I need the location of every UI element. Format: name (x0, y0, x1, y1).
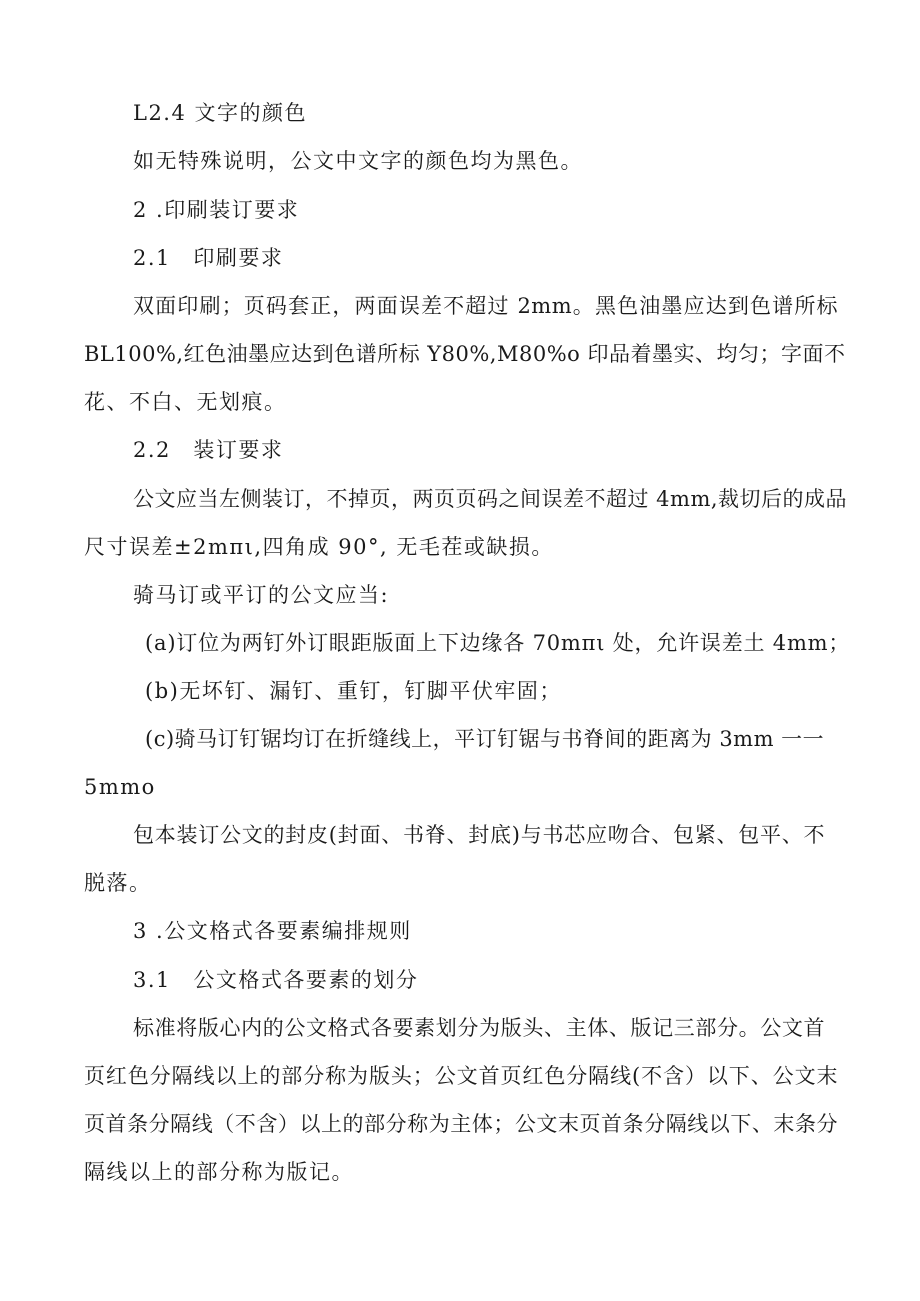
section-heading-2-4: L2.4 文字的颜色 (133, 101, 308, 125)
paragraph-line: 页红色分隔线以上的部分称为版头；公文首页红色分隔线(不含）以下、公文末 (84, 1064, 838, 1088)
paragraph-line: 双面印刷；页码套正，两面误差不超过 2mm。黑色油墨应达到色谱所标 (133, 294, 838, 318)
paragraph-line: 5mmo (84, 775, 156, 799)
paragraph-line: 标准将版心内的公文格式各要素划分为版头、主体、版记三部分。公文首 (133, 1016, 825, 1040)
list-item-a: (a)订位为两钉外订眼距版面上下边缘各 70mπι 处，允许误差土 4mm； (145, 631, 851, 655)
paragraph-line: 隔线以上的部分称为版记。 (84, 1160, 354, 1184)
paragraph-line: 脱落。 (84, 871, 152, 895)
paragraph-line: 花、不白、无划痕。 (84, 390, 287, 414)
section-heading-2-2: 2.2 装订要求 (133, 438, 284, 462)
paragraph-line: 如无特殊说明，公文中文字的颜色均为黑色。 (133, 149, 583, 173)
section-heading-3: 3 .公文格式各要素编排规则 (133, 919, 412, 943)
paragraph-line: 页首条分隔线（不含）以上的部分称为主体；公文末页首条分隔线以下、末条分 (84, 1112, 838, 1136)
paragraph-line: 公文应当左侧装订，不掉页，两页页码之间误差不超过 4mm,裁切后的成品 (133, 487, 848, 511)
paragraph-line: 包本装订公文的封皮(封面、书脊、封底)与书芯应吻合、包紧、包平、不 (133, 823, 825, 847)
paragraph-line: 尺寸误差±2mπι,四角成 90°, 无毛茬或缺损。 (84, 535, 554, 559)
section-heading-3-1: 3.1 公文格式各要素的划分 (133, 968, 419, 992)
paragraph-line: 骑马订或平订的公文应当: (133, 583, 390, 607)
list-item-b: (b)无坏钉、漏钉、重钉，钉脚平伏牢固； (145, 679, 562, 703)
list-item-c: (c)骑马订钉锯均订在折缝线上，平订钉锯与书脊间的距离为 3mm 一一 (145, 727, 825, 751)
paragraph-line: BL100%,红色油墨应达到色谱所标 Y80%,M80%o 印品着墨实、均匀；字面不 (84, 342, 846, 366)
section-heading-2-1: 2.1 印刷要求 (133, 246, 284, 270)
section-heading-2: 2 .印刷装订要求 (133, 198, 300, 222)
